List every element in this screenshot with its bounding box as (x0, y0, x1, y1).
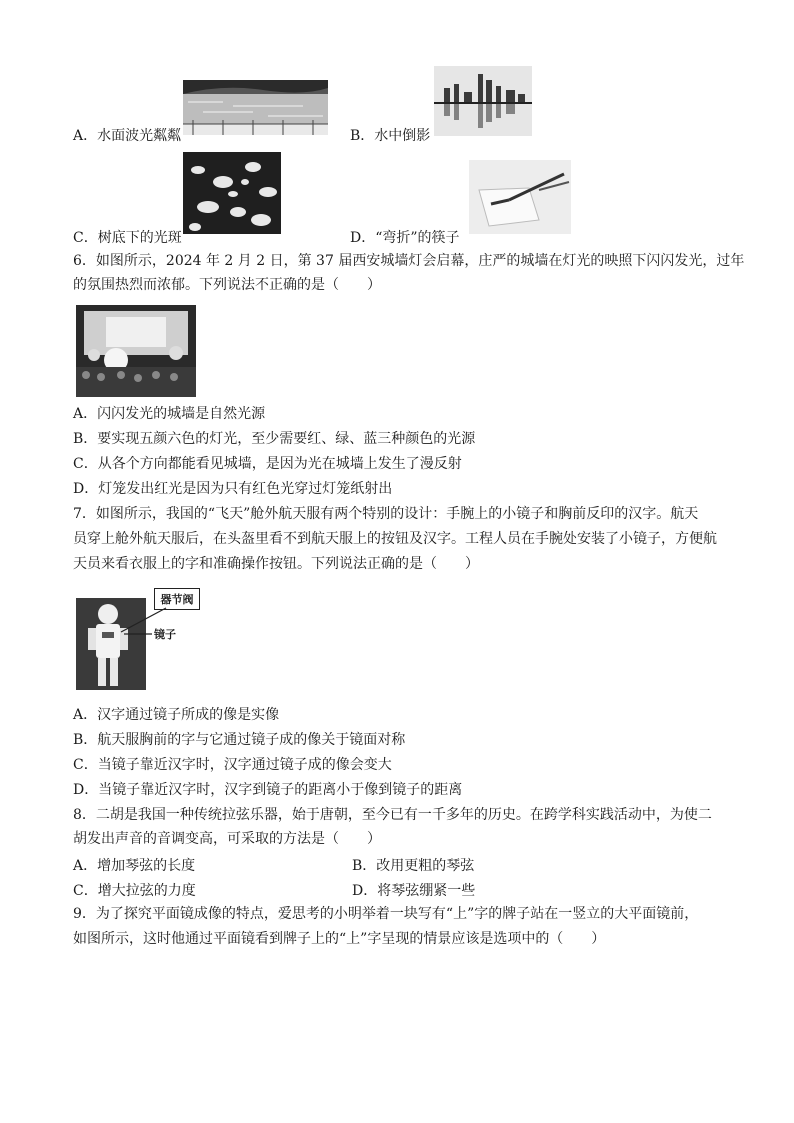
q8-option-c: C．增大拉弦的力度 (73, 883, 196, 899)
q6-option-a: A．闪闪发光的城墙是自然光源 (73, 406, 266, 422)
q5-option-a: A．水面波光粼粼 (73, 128, 182, 144)
control-label-text: 器节阀 (160, 593, 194, 606)
q8-option-d: D．将琴弦绷紧一些 (352, 883, 476, 899)
q8-stem-line-2: 胡发出声音的音调变高，可采取的方法是（ ） (73, 831, 381, 847)
q6-option-b: B．要实现五颜六色的灯光，至少需要红、绿、蓝三种颜色的光源 (73, 431, 476, 447)
q7-stem-line-3: 天员来看衣服上的字和准确操作按钮。下列说法正确的是（ ） (73, 556, 479, 572)
q9-stem-line-1: 9．为了探究平面镜成像的特点，爱思考的小明举着一块写有“上”字的牌子站在一竖立的大平面镜前， (73, 906, 699, 922)
photo-city-wall-lantern-festival (76, 305, 196, 397)
q8-stem-line-1: 8．二胡是我国一种传统拉弦乐器，始于唐朝，至今已有一千多年的历史。在跨学科实践活动中，为使二 (73, 807, 712, 823)
q6-stem-line-1: 6．如图所示，2024 年 2 月 2 日，第 37 届西安城墙灯会启幕，庄严的城墙在灯光的映照下闪闪发光，过年 (73, 253, 745, 269)
q7-stem-line-2: 员穿上舱外航天服后，在头盔里看不到航天服上的按钮及汉字。工程人员在手腕处安装了小镜子，方便航 (73, 531, 717, 547)
q7-option-a: A．汉字通过镜子所成的像是实像 (73, 707, 280, 723)
q5-option-d: D．“弯折”的筷子 (350, 230, 460, 246)
q7-option-d: D．当镜子靠近汉字时，汉字到镜子的距离小于像到镜子的距离 (73, 782, 463, 798)
q8-option-b: B．改用更粗的琴弦 (352, 858, 475, 874)
figure-spacesuit (76, 588, 206, 690)
photo-bent-chopsticks (469, 160, 571, 234)
q5-option-b: B．水中倒影 (350, 128, 431, 144)
photo-water-reflection (434, 66, 532, 136)
q7-option-c: C．当镜子靠近汉字时，汉字通过镜子成的像会变大 (73, 757, 392, 773)
q8-option-a: A．增加琴弦的长度 (73, 858, 196, 874)
photo-water-ripples (183, 80, 328, 135)
photo-light-spots (183, 152, 281, 234)
q5-option-c: C．树底下的光斑 (73, 230, 182, 246)
q7-option-b: B．航天服胸前的字与它通过镜子成的像关于镜面对称 (73, 732, 406, 748)
q6-option-c: C．从各个方向都能看见城墙，是因为光在城墙上发生了漫反射 (73, 456, 462, 472)
q7-stem-line-1: 7．如图所示，我国的“飞天”舱外航天服有两个特别的设计：手腕上的小镜子和胸前反印的汉字。航天 (73, 506, 699, 522)
q6-option-d: D．灯笼发出红光是因为只有红色光穿过灯笼纸射出 (73, 481, 393, 497)
mirror-label: 镜子 (154, 628, 176, 641)
q9-stem-line-2: 如图所示，这时他通过平面镜看到牌子上的“上”字呈现的情景应该是选项中的（ ） (73, 931, 606, 947)
q6-stem-line-2: 的氛围热烈而浓郁。下列说法不正确的是（ ） (73, 277, 381, 293)
